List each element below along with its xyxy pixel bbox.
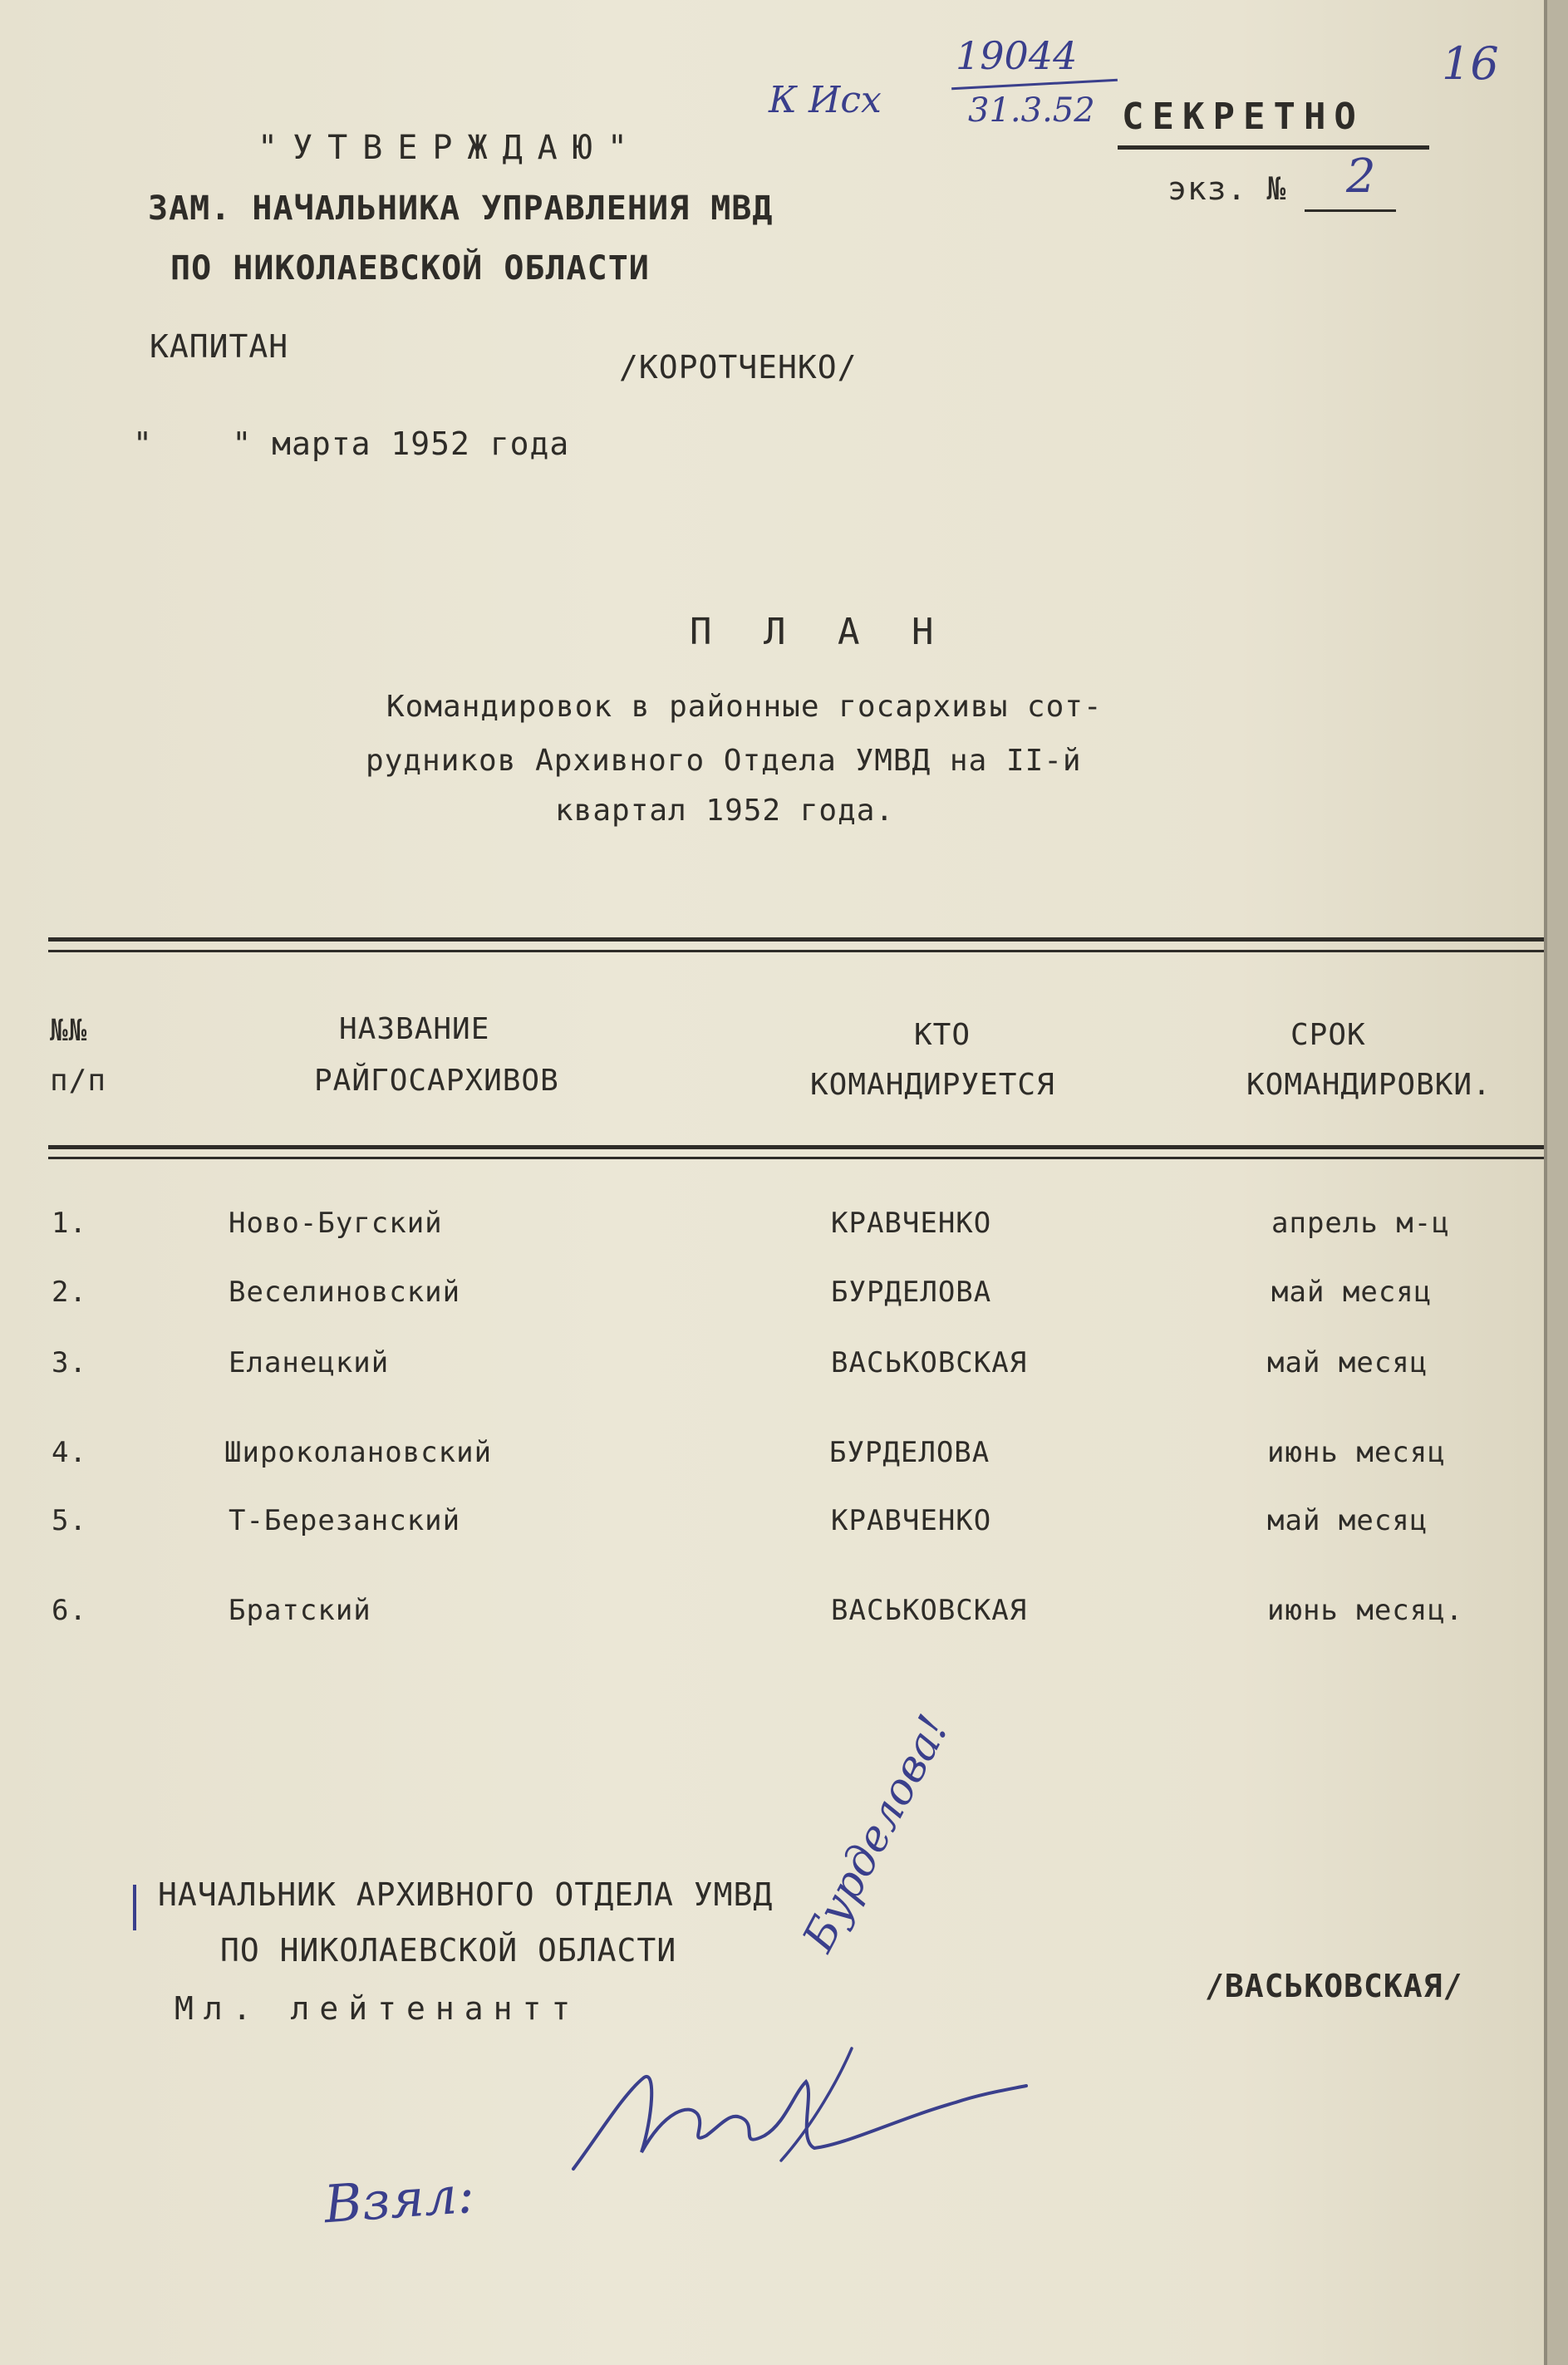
row-number: 6. xyxy=(52,1594,87,1627)
registration-prefix: К Исх xyxy=(769,79,882,121)
signer-line-2: ПО НИКОЛАЕВСКОЙ ОБЛАСТИ xyxy=(220,1932,677,1969)
header-who-line-2: КОМАНДИРУЕТСЯ xyxy=(810,1068,1055,1102)
margin-tick xyxy=(133,2331,135,2332)
table-row xyxy=(0,1276,1547,1325)
document-title: П Л А Н xyxy=(690,611,949,653)
row-number: 1. xyxy=(52,1207,87,1240)
row-archive: Еланецкий xyxy=(229,1346,390,1379)
table-header-rule-2 xyxy=(48,1157,1544,1159)
row-term: май месяц xyxy=(1267,1504,1428,1537)
row-number: 4. xyxy=(52,1436,87,1469)
header-term-line-2: КОМАНДИРОВКИ. xyxy=(1246,1068,1492,1102)
row-number: 3. xyxy=(52,1346,87,1379)
subtitle-line-1: Командировок в районные госархивы сот- xyxy=(386,690,1103,724)
row-archive: Широколановский xyxy=(224,1436,493,1469)
handwritten-signature xyxy=(565,2044,1030,2194)
table-row xyxy=(0,1436,1547,1486)
approver-name: /КОРОТЧЕНКО/ xyxy=(619,349,858,386)
header-num-line-1: №№ xyxy=(50,1014,88,1048)
row-archive: Веселиновский xyxy=(229,1276,461,1309)
row-who: БУРДЕЛОВА xyxy=(829,1436,990,1469)
signer-rank: Мл. лейтенантт xyxy=(174,1990,581,2027)
row-term: июнь месяц. xyxy=(1267,1594,1464,1627)
classification-underline xyxy=(1118,145,1429,150)
table-top-rule-2 xyxy=(48,950,1544,952)
row-who: ВАСЬКОВСКАЯ xyxy=(831,1346,1028,1379)
subtitle-line-2: рудников Архивного Отдела УМВД на II-й xyxy=(366,744,1082,778)
header-num-line-2: п/п xyxy=(50,1064,107,1098)
approval-date: " " марта 1952 года xyxy=(133,425,570,462)
classification-label: СЕКРЕТНО xyxy=(1122,96,1364,138)
signer-name: /ВАСЬКОВСКАЯ/ xyxy=(1205,1968,1463,2004)
row-term: май месяц xyxy=(1271,1276,1433,1309)
signer-line-1: НАЧАЛЬНИК АРХИВНОГО ОТДЕЛА УМВД xyxy=(158,1876,774,1913)
approver-line-2: ПО НИКОЛАЕВСКОЙ ОБЛАСТИ xyxy=(170,249,650,288)
approver-line-1: ЗАМ. НАЧАЛЬНИКА УПРАВЛЕНИЯ МВД xyxy=(148,189,774,228)
row-who: КРАВЧЕНКО xyxy=(831,1504,992,1537)
margin-pen-stroke xyxy=(133,1885,136,1930)
header-archive-line-2: РАЙГОСАРХИВОВ xyxy=(314,1064,559,1098)
table-row xyxy=(0,1207,1547,1256)
table-top-rule xyxy=(48,937,1544,942)
approve-stamp: "УТВЕРЖДАЮ" xyxy=(258,129,642,167)
registration-date: 31.3.52 xyxy=(968,91,1095,130)
copy-label: экз. № xyxy=(1167,170,1287,207)
row-term: май месяц xyxy=(1267,1346,1428,1379)
copy-number: 2 xyxy=(1346,150,1376,204)
row-archive: Т-Березанский xyxy=(229,1504,461,1537)
page-number: 16 xyxy=(1442,37,1499,90)
row-term: апрель м-ц xyxy=(1271,1207,1450,1240)
registration-number: 19044 xyxy=(956,33,1078,78)
row-archive: Ново-Бугский xyxy=(229,1207,443,1240)
table-header-rule xyxy=(48,1145,1544,1149)
row-number: 2. xyxy=(52,1276,87,1309)
handwritten-receipt: Взял: xyxy=(322,2163,477,2235)
table-row xyxy=(0,1594,1547,1644)
row-archive: Братский xyxy=(229,1594,371,1627)
page-edge xyxy=(1547,0,1568,2365)
approver-rank: КАПИТАН xyxy=(150,328,289,365)
table-row xyxy=(0,1504,1547,1554)
row-term: июнь месяц xyxy=(1267,1436,1446,1469)
header-term-line-1: СРОК xyxy=(1290,1018,1366,1052)
handwritten-note: Бурделова! xyxy=(794,1707,960,1960)
row-who: ВАСЬКОВСКАЯ xyxy=(831,1594,1028,1627)
header-who-line-1: КТО xyxy=(914,1018,971,1052)
row-who: КРАВЧЕНКО xyxy=(831,1207,992,1240)
subtitle-line-3: квартал 1952 года. xyxy=(555,794,895,828)
copy-number-underline xyxy=(1305,209,1396,212)
row-number: 5. xyxy=(52,1504,87,1537)
header-archive-line-1: НАЗВАНИЕ xyxy=(339,1012,490,1046)
table-row xyxy=(0,1346,1547,1396)
row-who: БУРДЕЛОВА xyxy=(831,1276,992,1309)
